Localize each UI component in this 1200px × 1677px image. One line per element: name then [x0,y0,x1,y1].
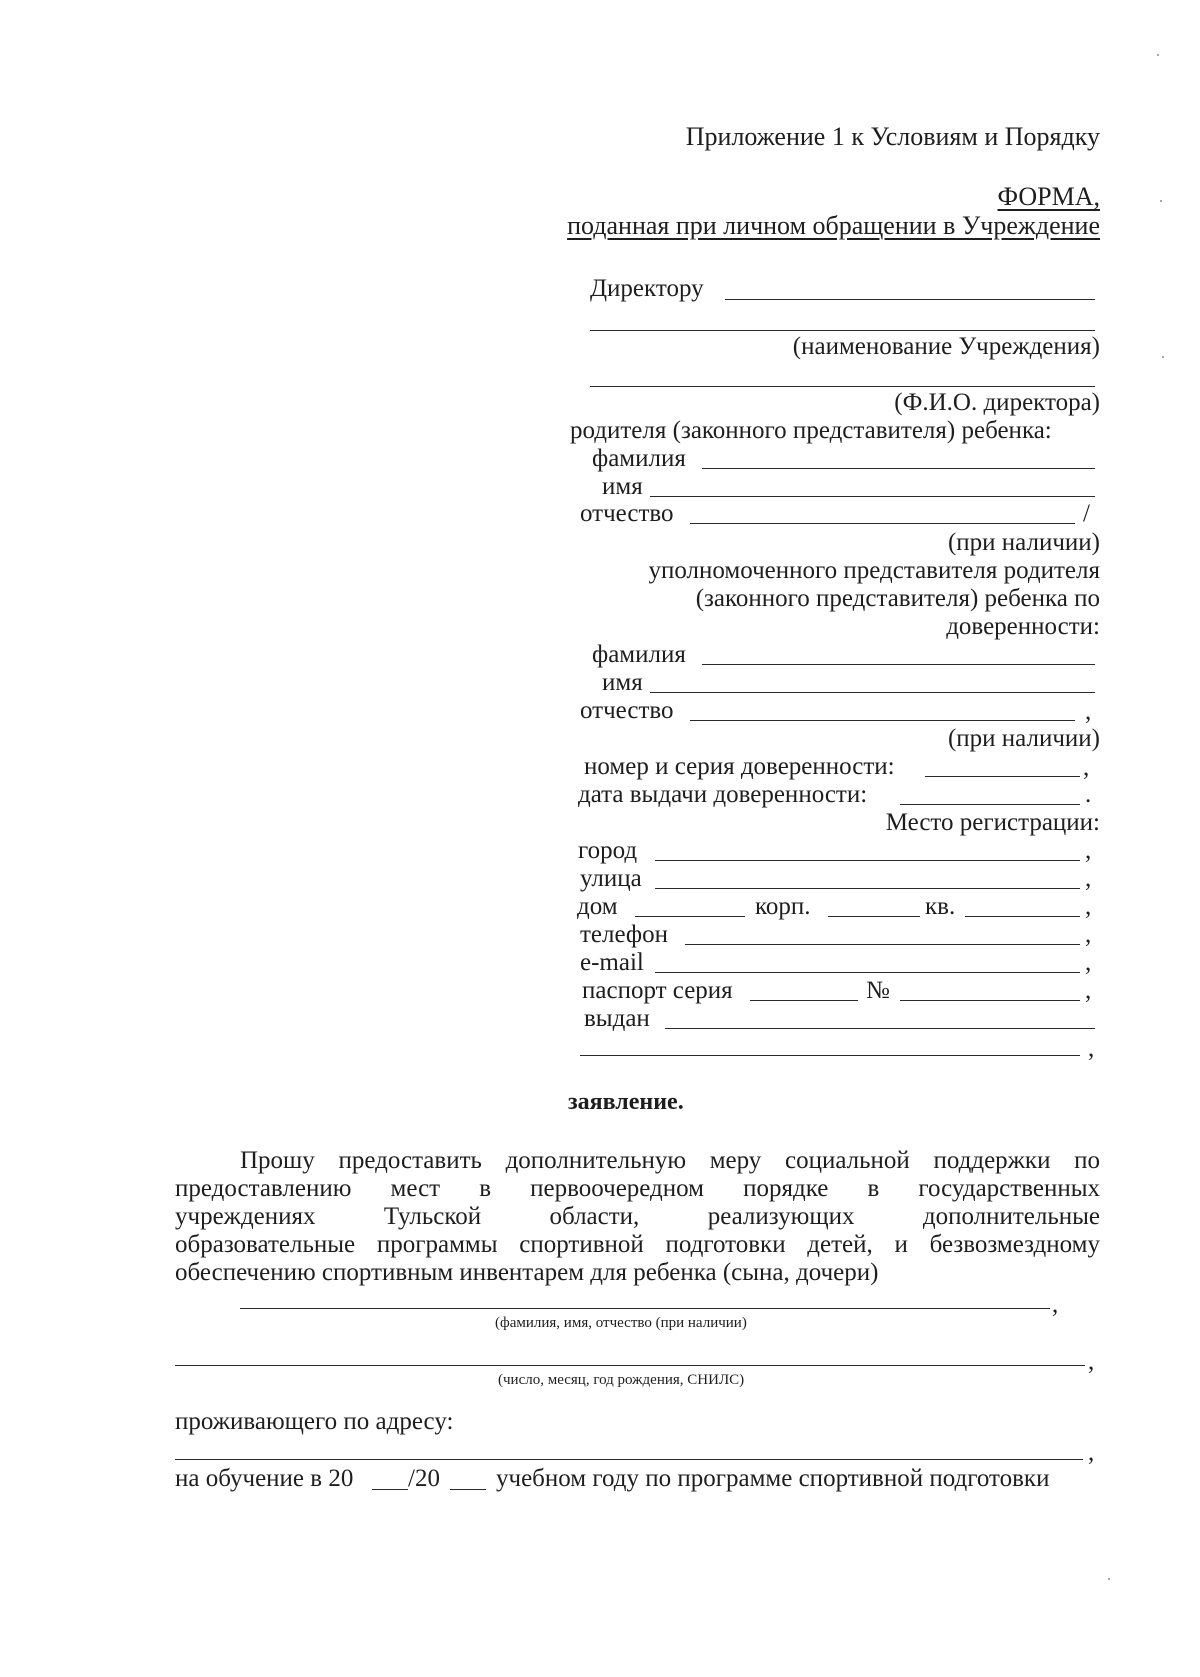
comma-mark: , [1085,921,1092,948]
slash-mark: / [1083,500,1090,527]
proxy-name-field[interactable] [650,692,1095,693]
comma-mark: , [1052,1291,1059,1318]
issued-field[interactable] [665,1028,1095,1029]
proxy-patronymic-field[interactable] [690,720,1075,721]
street-field[interactable] [655,888,1080,889]
phone-label: телефон [580,921,668,948]
parent-surname-field[interactable] [702,468,1095,469]
parent-if-any-hint: (при наличии) [947,529,1100,556]
comma-mark: , [1085,698,1092,725]
parent-patronymic-field[interactable] [690,523,1075,524]
passport-series-label: паспорт серия [582,977,733,1004]
form-subtitle: поданная при личном обращении в Учреждение [567,211,1100,240]
child-name-hint: (фамилия, имя, отчество (при наличии) [495,1315,747,1331]
statement-title: заявление. [568,1089,684,1115]
issued-label: выдан [584,1005,650,1032]
address-field[interactable] [175,1459,1083,1460]
proxy-surname-field[interactable] [702,664,1095,665]
comma-mark: , [1088,1348,1095,1375]
director-field[interactable] [725,299,1095,300]
passport-series-field[interactable] [750,1000,858,1001]
director-label: Директору [590,275,704,302]
training-suffix: учебном году по программе спортивной подготовки [496,1465,1050,1492]
proxy-date-label: дата выдачи доверенности: [578,781,868,808]
scan-speck [1162,356,1164,358]
appendix-title: Приложение 1 к Условиям и Порядку [685,122,1100,151]
passport-number-label: № [866,977,890,1004]
proxy-heading-1: уполномоченного представителя родителя [648,557,1100,584]
proxy-heading-2: (законного представителя) ребенка по [695,585,1100,612]
child-name-field[interactable] [240,1308,1050,1309]
city-label: город [578,837,638,864]
apartment-field[interactable] [965,916,1080,917]
house-field[interactable] [635,916,745,917]
parent-name-field[interactable] [650,496,1095,497]
proxy-number-label: номер и серия доверенности: [584,753,895,780]
comma-mark: , [1085,893,1092,920]
comma-mark: , [1085,949,1092,976]
child-birth-hint: (число, месяц, год рождения, СНИЛС) [498,1372,745,1388]
proxy-date-field[interactable] [900,804,1080,805]
parent-patronymic-label: отчество [580,500,674,527]
statement-line-2: предоставлению мест в первоочередном порядке в государственных [175,1175,1100,1202]
registration-heading: Место регистрации: [885,809,1100,836]
building-label: корп. [755,893,811,920]
proxy-name-label: имя [602,669,643,696]
proxy-patronymic-label: отчество [580,697,674,724]
comma-mark: , [1085,977,1092,1004]
year-start-field[interactable] [372,1489,408,1490]
proxy-number-field[interactable] [925,776,1080,777]
building-field[interactable] [828,916,920,917]
period-mark: . [1085,781,1092,808]
year-end-field[interactable] [450,1489,486,1490]
proxy-surname-label: фамилия [592,641,686,668]
form-title: ФОРМА, [997,182,1100,211]
child-birth-field[interactable] [175,1365,1085,1366]
residing-label: проживающего по адресу: [175,1408,454,1435]
email-field[interactable] [655,972,1080,973]
training-mid: /20 [408,1465,440,1492]
apartment-label: кв. [925,893,956,920]
scan-speck [1160,200,1162,202]
institution-field[interactable] [590,330,1095,331]
parent-heading: родителя (законного представителя) ребенка: [570,417,1052,444]
scan-speck [1108,1578,1110,1580]
comma-mark: , [1085,865,1092,892]
phone-field[interactable] [685,944,1080,945]
issued-field-line-2[interactable] [580,1055,1080,1056]
parent-name-label: имя [602,473,643,500]
comma-mark: , [1088,1439,1095,1466]
proxy-if-any-hint: (при наличии) [947,725,1100,752]
parent-surname-label: фамилия [592,445,686,472]
institution-hint: (наименование Учреждения) [792,333,1100,360]
proxy-heading-3: доверенности: [946,613,1100,640]
city-field[interactable] [655,860,1080,861]
email-label: e-mail [580,949,644,976]
statement-line-4: образовательные программы спортивной подготовки детей, и безвозмездному [175,1231,1100,1258]
house-label: дом [577,893,618,920]
statement-line-5: обеспечению спортивным инвентарем для ребенка (сына, дочери) [175,1259,879,1286]
statement-line-3: учреждениях Тульской области, реализующих дополнительные [175,1203,1101,1230]
director-name-hint: (Ф.И.О. директора) [894,389,1100,416]
director-name-field[interactable] [590,386,1095,387]
scan-speck [1157,54,1159,56]
street-label: улица [580,865,642,892]
statement-line-1: Прошу предоставить дополнительную меру социальной поддержки по [240,1147,1101,1174]
comma-mark: , [1085,837,1092,864]
comma-mark: , [1088,1035,1095,1062]
comma-mark: , [1083,754,1090,781]
training-prefix: на обучение в 20 [175,1465,354,1492]
passport-number-field[interactable] [900,1000,1080,1001]
